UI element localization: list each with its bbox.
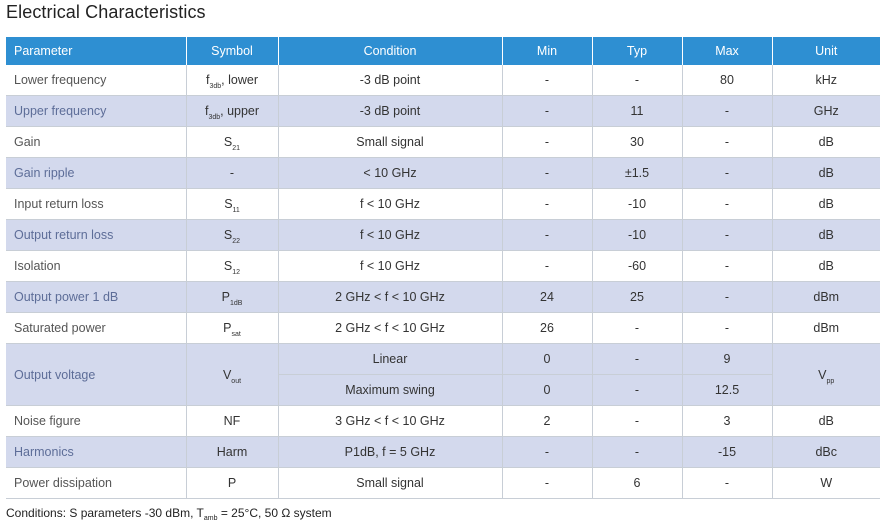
condition-cell: Maximum swing — [278, 375, 502, 406]
min-cell: - — [502, 158, 592, 189]
parameter-cell: Power dissipation — [6, 468, 186, 499]
parameter-cell: Gain — [6, 127, 186, 158]
symbol-main: f — [206, 73, 210, 87]
symbol-main: P — [223, 321, 232, 335]
parameter-cell: Isolation — [6, 251, 186, 282]
symbol-subscript: 1dB — [229, 300, 243, 307]
min-cell: 2 — [502, 406, 592, 437]
header-condition: Condition — [278, 37, 502, 65]
parameter-cell: Input return loss — [6, 189, 186, 220]
table-row — [6, 437, 880, 468]
typ-cell: 6 — [592, 468, 682, 499]
symbol-cell — [186, 468, 278, 499]
table-header-row — [6, 37, 880, 65]
max-cell: 12.5 — [682, 375, 772, 406]
typ-cell: -10 — [592, 220, 682, 251]
unit-subscript: pp — [826, 377, 835, 385]
symbol-subscript: 22 — [232, 238, 241, 245]
conditions-note — [6, 506, 332, 520]
symbol-subscript: out — [231, 377, 242, 385]
parameter-cell: Noise figure — [6, 406, 186, 437]
max-cell: - — [682, 251, 772, 282]
unit-cell: W — [772, 468, 880, 499]
typ-cell: 30 — [592, 127, 682, 158]
symbol-main: V — [222, 367, 232, 382]
symbol-cell — [186, 65, 278, 96]
min-cell: - — [502, 468, 592, 499]
symbol-main: S — [223, 228, 233, 242]
parameter-cell: Output power 1 dB — [6, 282, 186, 313]
unit-cell — [772, 344, 880, 406]
min-cell: - — [502, 65, 592, 96]
min-cell: - — [502, 220, 592, 251]
typ-cell: - — [592, 406, 682, 437]
symbol-main: S — [224, 197, 233, 211]
typ-cell: - — [592, 437, 682, 468]
min-cell: 0 — [502, 344, 592, 375]
condition-cell: -3 dB point — [278, 65, 502, 96]
max-cell: -15 — [682, 437, 772, 468]
max-cell: 3 — [682, 406, 772, 437]
max-cell: - — [682, 282, 772, 313]
symbol-cell — [186, 437, 278, 468]
unit-cell: dBc — [772, 437, 880, 468]
unit-cell: dB — [772, 406, 880, 437]
max-cell: 9 — [682, 344, 772, 375]
symbol-cell — [186, 127, 278, 158]
typ-cell: -60 — [592, 251, 682, 282]
table-row — [6, 127, 880, 158]
symbol-cell — [186, 96, 278, 127]
max-cell: - — [682, 189, 772, 220]
header-min: Min — [502, 37, 592, 65]
typ-cell: - — [592, 313, 682, 344]
symbol-subscript: 3db — [208, 114, 221, 121]
typ-cell: - — [592, 344, 682, 375]
condition-cell: 3 GHz < f < 10 GHz — [278, 406, 502, 437]
symbol-cell — [186, 158, 278, 189]
max-cell: 80 — [682, 65, 772, 96]
conditions-suffix: = 25°C, 50 Ω system — [217, 506, 332, 520]
condition-cell: Linear — [278, 344, 502, 375]
table-row — [6, 468, 880, 499]
unit-cell: dB — [772, 127, 880, 158]
table-row — [6, 406, 880, 437]
typ-cell: -10 — [592, 189, 682, 220]
table-row-output-voltage — [6, 344, 880, 375]
table-row — [6, 251, 880, 282]
condition-cell: P1dB, f = 5 GHz — [278, 437, 502, 468]
condition-cell: < 10 GHz — [278, 158, 502, 189]
symbol-cell — [186, 313, 278, 344]
symbol-suffix: , lower — [221, 73, 258, 87]
electrical-characteristics-table — [6, 37, 880, 499]
parameter-cell: Gain ripple — [6, 158, 186, 189]
header-parameter: Parameter — [6, 37, 186, 65]
symbol-cell — [186, 282, 278, 313]
header-unit: Unit — [772, 37, 880, 65]
condition-cell: f < 10 GHz — [278, 251, 502, 282]
unit-cell: dBm — [772, 282, 880, 313]
unit-cell: dB — [772, 189, 880, 220]
min-cell: 24 — [502, 282, 592, 313]
typ-cell: - — [592, 375, 682, 406]
table-row — [6, 313, 880, 344]
condition-cell: -3 dB point — [278, 96, 502, 127]
unit-cell: kHz — [772, 65, 880, 96]
header-max: Max — [682, 37, 772, 65]
min-cell: - — [502, 127, 592, 158]
symbol-subscript: 3db — [209, 83, 222, 90]
max-cell: - — [682, 220, 772, 251]
max-cell: - — [682, 158, 772, 189]
table-row — [6, 65, 880, 96]
table-row — [6, 158, 880, 189]
min-cell: 0 — [502, 375, 592, 406]
parameter-cell: Saturated power — [6, 313, 186, 344]
typ-cell: 25 — [592, 282, 682, 313]
max-cell: - — [682, 96, 772, 127]
condition-cell: f < 10 GHz — [278, 220, 502, 251]
symbol-subscript: sat — [231, 331, 241, 338]
symbol-cell — [186, 344, 278, 406]
condition-cell: Small signal — [278, 127, 502, 158]
symbol-subscript: 11 — [232, 207, 240, 214]
symbol-main: f — [204, 104, 209, 118]
condition-cell: Small signal — [278, 468, 502, 499]
table-row — [6, 282, 880, 313]
unit-cell: GHz — [772, 96, 880, 127]
page-title: Electrical Characteristics — [6, 2, 206, 22]
symbol-main: P — [221, 290, 230, 304]
symbol-main: Harm — [216, 445, 248, 459]
parameter-cell: Upper frequency — [6, 96, 186, 127]
unit-cell: dB — [772, 220, 880, 251]
max-cell: - — [682, 313, 772, 344]
symbol-main: S — [223, 135, 233, 149]
min-cell: - — [502, 251, 592, 282]
table-row — [6, 189, 880, 220]
min-cell: 26 — [502, 313, 592, 344]
table-row — [6, 96, 880, 127]
symbol-cell — [186, 189, 278, 220]
symbol-main: P — [227, 476, 237, 490]
conditions-subscript: amb — [203, 515, 218, 522]
header-typ: Typ — [592, 37, 682, 65]
symbol-cell — [186, 251, 278, 282]
unit-main: V — [818, 367, 827, 382]
typ-cell: - — [592, 65, 682, 96]
min-cell: - — [502, 96, 592, 127]
min-cell: - — [502, 437, 592, 468]
table-row — [6, 220, 880, 251]
symbol-main: - — [229, 166, 235, 180]
symbol-subscript: 12 — [232, 269, 241, 276]
symbol-cell — [186, 220, 278, 251]
min-cell: - — [502, 189, 592, 220]
unit-cell: dB — [772, 158, 880, 189]
conditions-prefix: Conditions: S parameters -30 dBm, T — [6, 506, 204, 520]
parameter-cell: Lower frequency — [6, 65, 186, 96]
unit-cell: dBm — [772, 313, 880, 344]
symbol-cell — [186, 406, 278, 437]
typ-cell: ±1.5 — [592, 158, 682, 189]
symbol-main: S — [223, 259, 233, 273]
max-cell: - — [682, 127, 772, 158]
condition-cell: f < 10 GHz — [278, 189, 502, 220]
parameter-cell: Harmonics — [6, 437, 186, 468]
unit-cell: dB — [772, 251, 880, 282]
parameter-cell: Output voltage — [6, 344, 186, 406]
header-symbol: Symbol — [186, 37, 278, 65]
condition-cell: 2 GHz < f < 10 GHz — [278, 313, 502, 344]
symbol-subscript: 21 — [232, 145, 241, 152]
condition-cell: 2 GHz < f < 10 GHz — [278, 282, 502, 313]
symbol-main: NF — [223, 414, 241, 428]
parameter-cell: Output return loss — [6, 220, 186, 251]
max-cell: - — [682, 468, 772, 499]
symbol-suffix: , upper — [220, 104, 260, 118]
typ-cell: 11 — [592, 96, 682, 127]
